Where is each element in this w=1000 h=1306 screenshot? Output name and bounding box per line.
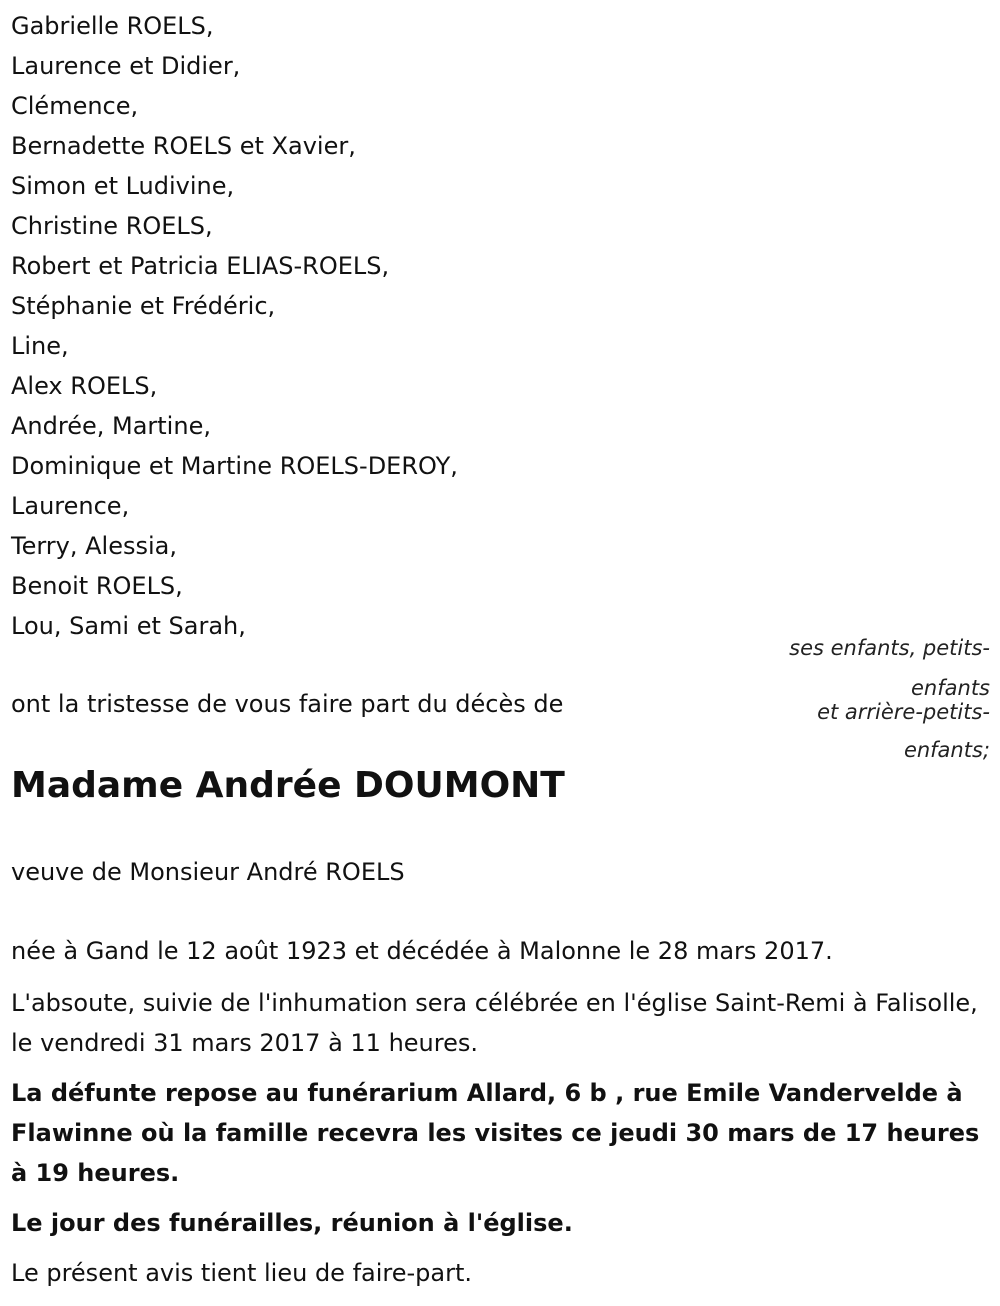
relation-line: enfants;: [903, 738, 990, 762]
family-name-line: Lou, Sami et Sarah,: [11, 612, 246, 640]
relation-line: ses enfants, petits-: [789, 636, 990, 660]
family-name-line: Christine ROELS,: [11, 212, 213, 240]
family-name-line: Line,: [11, 332, 69, 360]
family-names-list: [11, 6, 458, 646]
meeting-paragraph: Le jour des funérailles, réunion à l'église.: [11, 1209, 573, 1237]
relation-line: enfants: [911, 676, 990, 700]
ceremony-paragraph: L'absoute, suivie de l'inhumation sera célébrée en l'église Saint-Remi à Falisolle, le vendredi 31 mars 2017 à 11 heures.: [11, 989, 978, 1057]
deceased-name: Madame Andrée DOUMONT: [11, 765, 565, 806]
viewing-paragraph: La défunte repose au funérarium Allard, 6 b , rue Emile Vandervelde à Flawinne où la famille recevra les visites ce jeudi 30 mars de 17 heures à 19 heures.: [11, 1079, 980, 1187]
family-name-line: Andrée, Martine,: [11, 412, 211, 440]
notice-paragraph: Le présent avis tient lieu de faire-part.: [11, 1259, 473, 1287]
family-name-line: Alex ROELS,: [11, 372, 158, 400]
family-name-line: Benoit ROELS,: [11, 572, 183, 600]
family-name-line: Simon et Ludivine,: [11, 172, 235, 200]
family-name-line: Dominique et Martine ROELS-DEROY,: [11, 452, 458, 480]
family-name-line: Gabrielle ROELS,: [11, 12, 214, 40]
family-name-line: Robert et Patricia ELIAS-ROELS,: [11, 252, 390, 280]
relation-line: et arrière-petits-: [817, 700, 990, 724]
widow-of-line: veuve de Monsieur André ROELS: [11, 858, 405, 886]
family-name-line: Laurence et Didier,: [11, 52, 241, 80]
family-name-line: Laurence,: [11, 492, 130, 520]
birth-death-line: née à Gand le 12 août 1923 et décédée à Malonne le 28 mars 2017.: [11, 937, 833, 965]
family-name-line: Terry, Alessia,: [11, 532, 177, 560]
family-name-line: Bernadette ROELS et Xavier,: [11, 132, 356, 160]
announcement-intro: ont la tristesse de vous faire part du décès de: [11, 690, 564, 718]
family-name-line: Stéphanie et Frédéric,: [11, 292, 276, 320]
family-name-line: Clémence,: [11, 92, 139, 120]
